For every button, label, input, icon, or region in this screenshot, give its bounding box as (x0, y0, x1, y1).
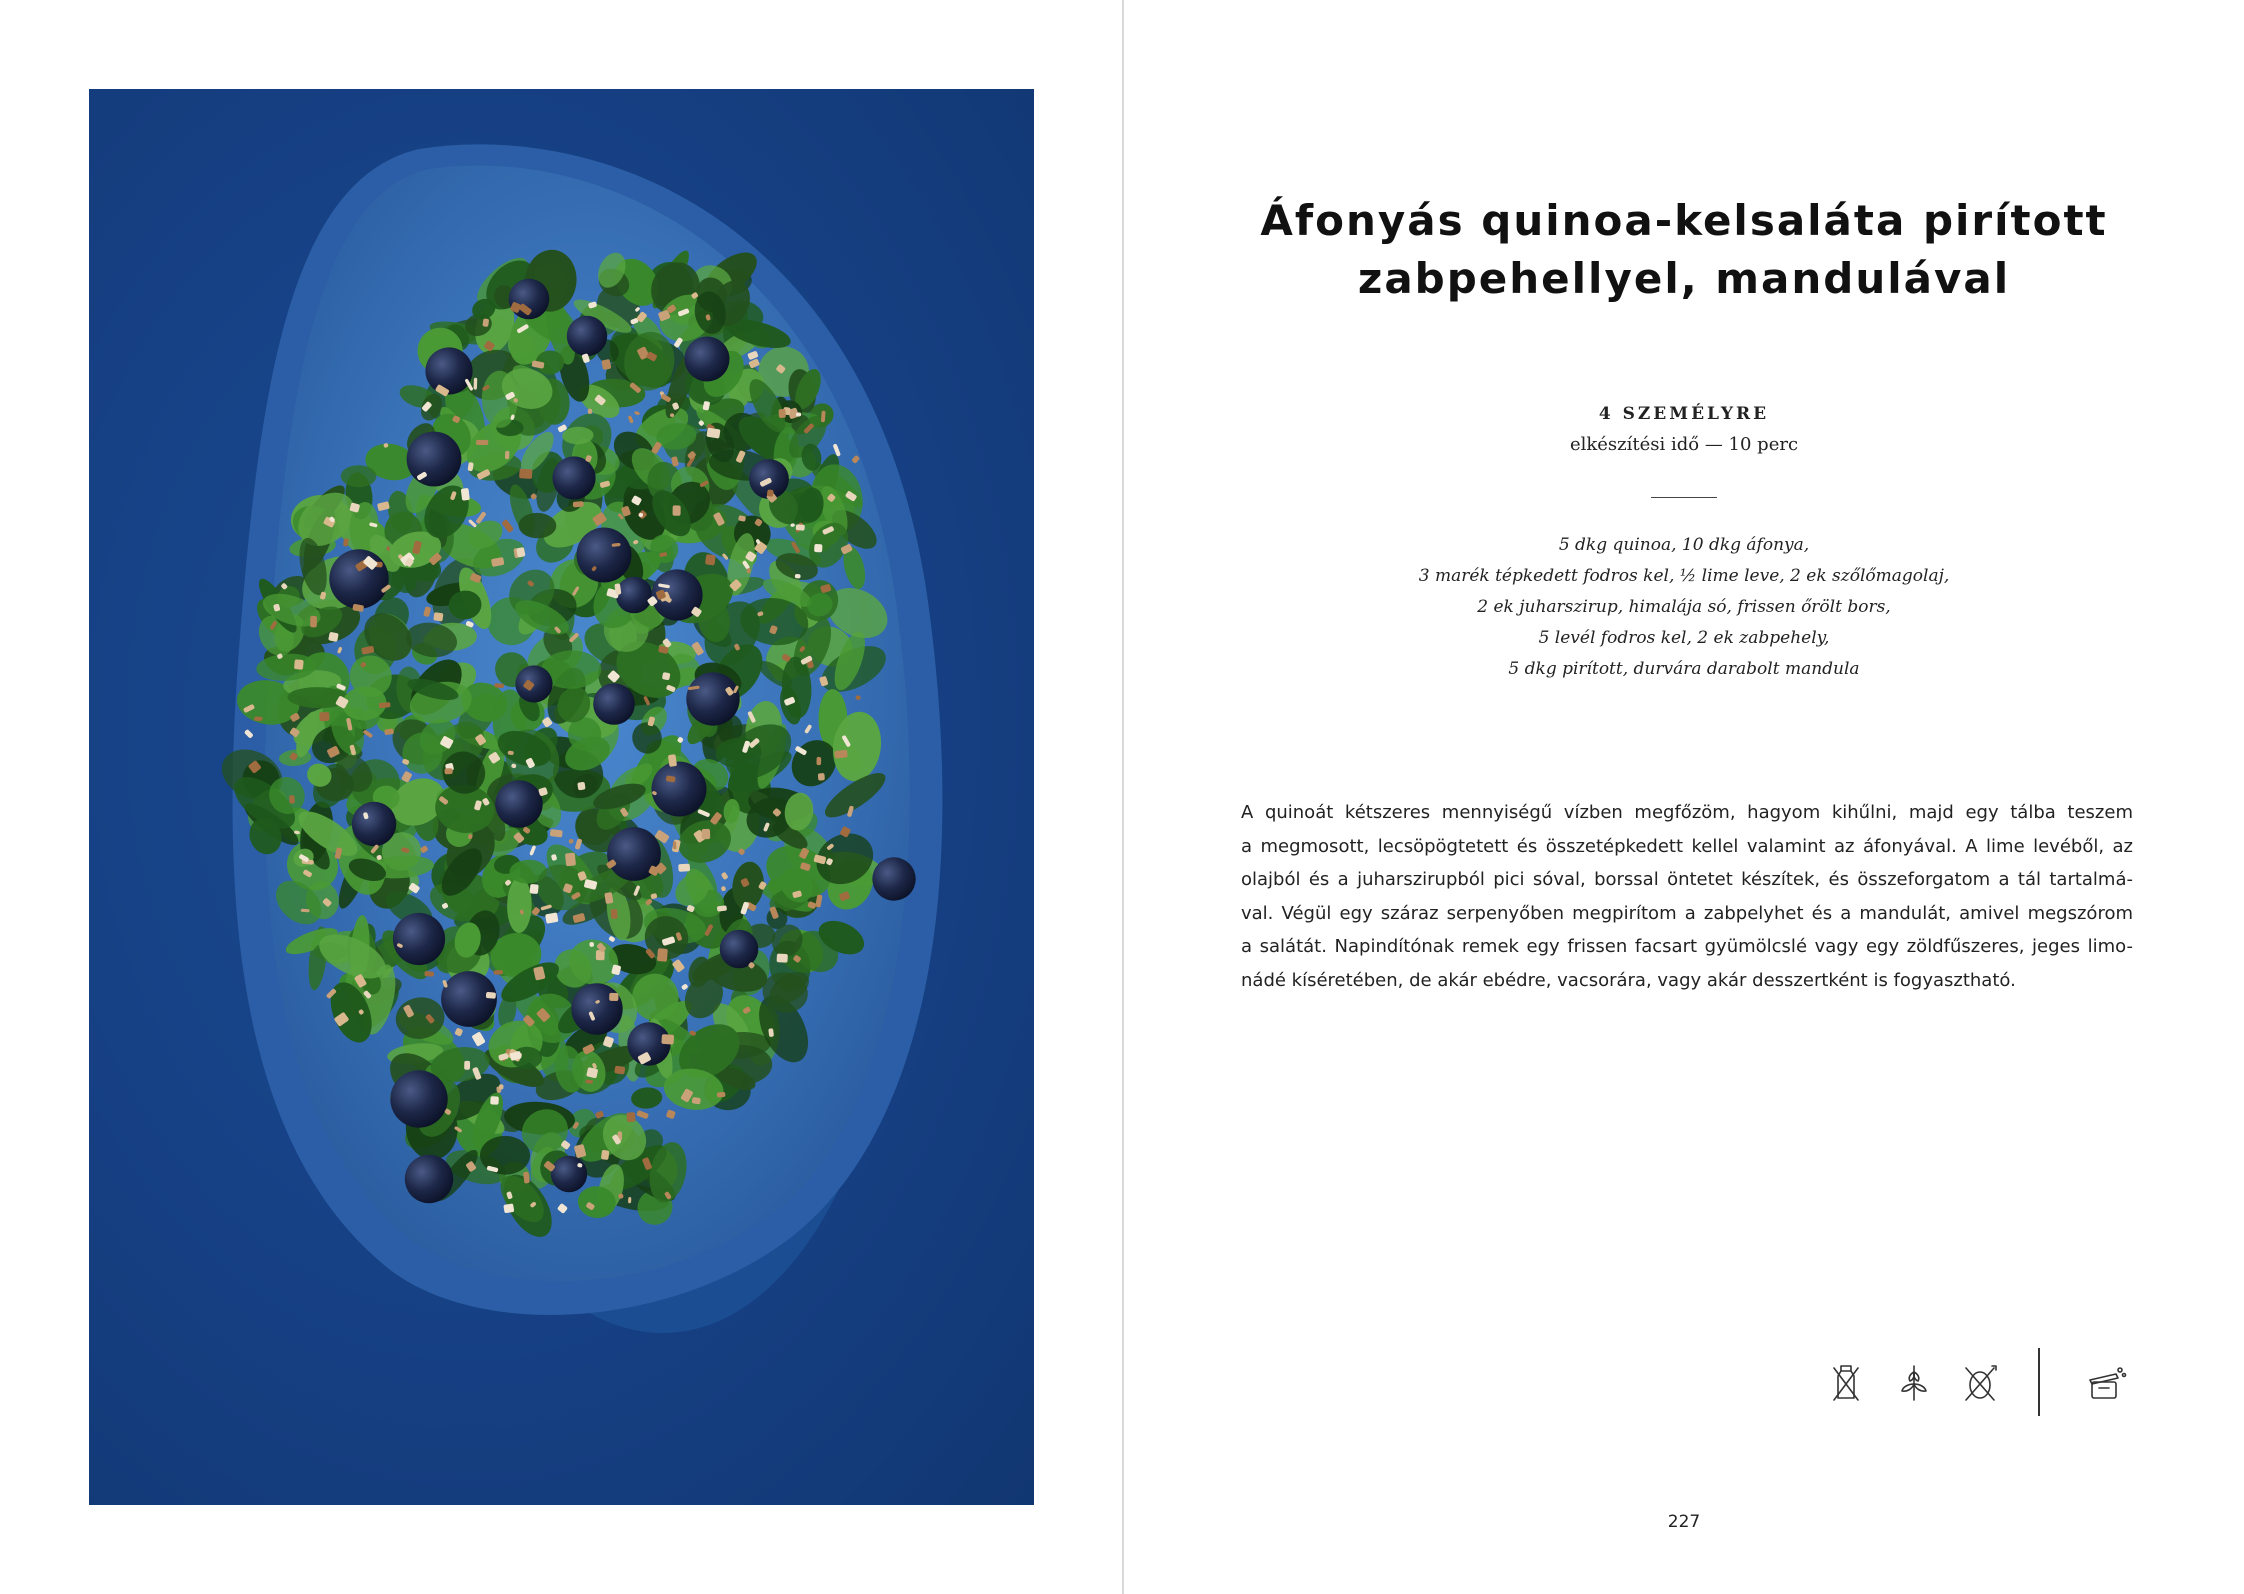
salad-illustration (89, 89, 1034, 1505)
icon-separator (2038, 1348, 2040, 1416)
method-line: olajból és a juharszirupból pici sóval, borssal öntetet készítek, és összeforgatom a tál tartalmá- (1241, 869, 2133, 890)
method-line: a salátát. Napindítónak remek egy frissen facsart gyümölcslé vagy egy zöldfűszeres, jeges limo- (1241, 936, 2133, 957)
prep-time: elkészítési idő — 10 perc (1569, 434, 1799, 455)
method-line: A quinoát kétszeres mennyiségű vízben megfőzöm, hagyom kihűlni, majd egy tálba teszem (1241, 802, 2133, 823)
method-line: a megmosott, lecsöpögtetett és összetépkedett kellel valamint az áfonyával. A lime levéből, az (1241, 835, 2133, 857)
food-container-icon (2082, 1358, 2130, 1406)
method-text (1241, 796, 2133, 997)
method-line: nádé kíséretében, de akár ebédre, vacsorára, vagy akár desszertként is fogyasztható. (1241, 969, 2016, 991)
ingredients-list (1300, 530, 2068, 685)
page-number: 227 (1667, 1512, 1701, 1532)
diet-icons (1806, 1348, 2146, 1418)
book-spine (1122, 0, 1124, 1594)
salad-photo (89, 89, 1034, 1505)
recipe-title-line1: Áfonyás quinoa-kelsaláta pirított (1260, 196, 2108, 245)
section-divider (1651, 497, 1717, 498)
ingredient-line: 5 dkg quinoa, 10 dkg áfonya, (1558, 535, 1810, 555)
ingredient-line: 3 marék tépkedett fodros kel, ½ lime leve, 2 ek szőlőmagolaj, (1418, 566, 1950, 586)
ingredient-line: 5 dkg pirított, durvára darabolt mandula (1508, 659, 1860, 679)
recipe-title-line2: zabpehellyel, mandulával (1357, 254, 2011, 303)
ingredient-line: 5 levél fodros kel, 2 ek zabpehely, (1538, 628, 1830, 648)
no-dairy-icon (1822, 1358, 1870, 1406)
vegan-leaf-icon (1890, 1358, 1938, 1406)
no-egg-icon (1956, 1358, 2004, 1406)
recipe-title (1200, 192, 2168, 308)
servings-label: 4 SZEMÉLYRE (1598, 404, 1770, 424)
method-line: val. Végül egy száraz serpenyőben megpirítom a zabpelyhet és a mandulát, amivel megszórom (1241, 902, 2133, 924)
ingredient-line: 2 ek juharszirup, himalája só, frissen őrölt bors, (1477, 597, 1891, 617)
